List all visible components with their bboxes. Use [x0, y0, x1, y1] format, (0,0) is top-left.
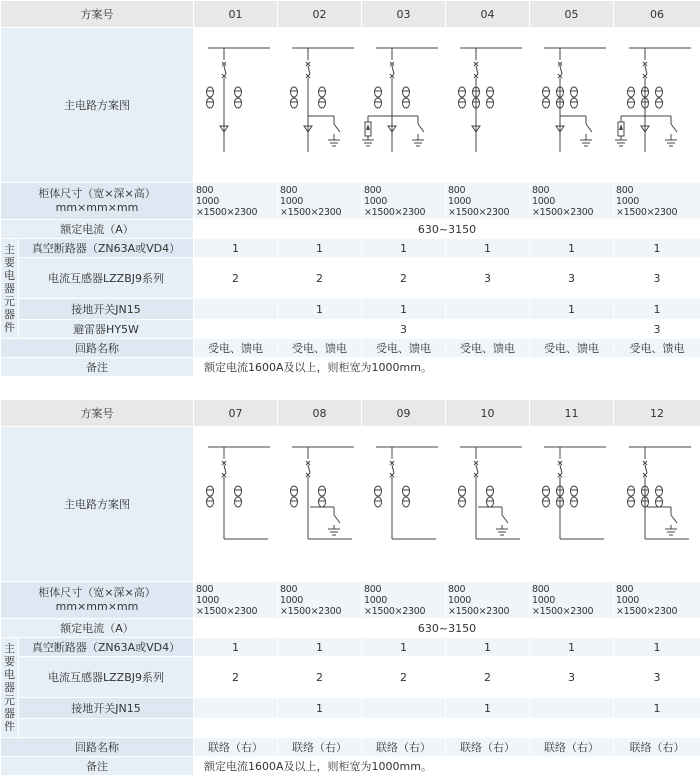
dimensions-label-line2: mm×mm×mm	[1, 201, 193, 215]
depth-height: ×1500×2300	[532, 606, 593, 617]
width-1000: 1000	[448, 595, 471, 606]
width-800: 800	[364, 185, 381, 196]
width-1000: 1000	[364, 595, 387, 606]
component-qty: 1	[278, 698, 362, 719]
dimensions-value	[446, 582, 530, 619]
circuit-diagram	[278, 439, 362, 569]
width-800: 800	[448, 185, 465, 196]
dimensions-value	[194, 582, 278, 619]
circuit-diagram	[446, 439, 530, 569]
group-label-char: 主	[1, 243, 18, 256]
group-label-char: 器	[1, 707, 18, 720]
depth-height: ×1500×2300	[448, 606, 509, 617]
dimensions-value	[362, 582, 446, 619]
dimensions-value	[614, 582, 700, 619]
rated-current-label: 额定电流（A）	[1, 220, 194, 239]
width-1000: 1000	[196, 196, 219, 207]
component-qty	[530, 719, 614, 738]
scheme-number: 03	[362, 1, 446, 28]
component-qty: 2	[446, 657, 530, 698]
component-name: 接地开关JN15	[19, 299, 194, 320]
component-qty	[530, 320, 614, 339]
circuit-diagram	[530, 40, 614, 170]
dimensions-label-line1: 柜体尺寸（宽×深×高）	[1, 586, 193, 600]
scheme-number: 11	[530, 400, 614, 427]
width-1000: 1000	[280, 595, 303, 606]
note-label: 备注	[1, 358, 194, 377]
component-qty: 2	[362, 657, 446, 698]
dimensions-value	[278, 582, 362, 619]
component-qty: 1	[530, 638, 614, 657]
component-qty: 2	[362, 258, 446, 299]
circuit-name-row	[1, 339, 700, 358]
component-qty: 1	[530, 239, 614, 258]
scheme-number: 04	[446, 1, 530, 28]
circuit-diagram-cell	[446, 28, 530, 183]
width-800: 800	[532, 185, 549, 196]
circuit-name-value: 受电、馈电	[362, 339, 446, 358]
circuit-name-value: 受电、馈电	[278, 339, 362, 358]
circuit-name-row	[1, 738, 700, 757]
width-1000: 1000	[196, 595, 219, 606]
group-label-char: 电	[1, 269, 18, 282]
depth-height: ×1500×2300	[532, 207, 593, 218]
component-row	[1, 638, 700, 657]
component-qty	[278, 719, 362, 738]
scheme-number: 09	[362, 400, 446, 427]
component-qty	[194, 719, 278, 738]
scheme-number: 07	[194, 400, 278, 427]
note-row	[1, 358, 700, 377]
circuit-name-value: 联络（右）	[614, 738, 700, 757]
width-1000: 1000	[532, 196, 555, 207]
component-row	[1, 258, 700, 299]
width-800: 800	[196, 185, 213, 196]
component-qty	[446, 299, 530, 320]
diagram-label: 主电路方案图	[1, 427, 194, 582]
circuit-diagram-cell	[278, 28, 362, 183]
circuit-diagram-cell	[614, 427, 700, 582]
circuit-name-value: 受电、馈电	[614, 339, 700, 358]
circuit-name-value: 联络（右）	[530, 738, 614, 757]
depth-height: ×1500×2300	[364, 207, 425, 218]
scheme-number: 10	[446, 400, 530, 427]
circuit-diagram	[194, 40, 278, 170]
group-label-char: 主	[1, 642, 18, 655]
component-qty	[194, 299, 278, 320]
component-row	[1, 719, 700, 738]
width-800: 800	[448, 584, 465, 595]
component-qty: 1	[614, 638, 700, 657]
width-800: 800	[616, 584, 633, 595]
component-qty: 1	[278, 239, 362, 258]
component-qty: 1	[278, 638, 362, 657]
scheme-header-row	[1, 400, 700, 427]
note-row	[1, 757, 700, 776]
group-label-char: 元	[1, 295, 18, 308]
component-row	[1, 698, 700, 719]
group-label-char: 元	[1, 694, 18, 707]
component-qty: 1	[446, 239, 530, 258]
component-qty: 2	[194, 258, 278, 299]
scheme-table	[0, 399, 700, 776]
depth-height: ×1500×2300	[196, 207, 257, 218]
circuit-name-value: 联络（右）	[194, 738, 278, 757]
scheme-table	[0, 0, 700, 377]
circuit-diagram-cell	[194, 28, 278, 183]
component-qty: 3	[614, 258, 700, 299]
component-qty: 1	[614, 299, 700, 320]
scheme-header-row	[1, 1, 700, 28]
dimensions-value	[194, 183, 278, 220]
component-qty: 1	[362, 638, 446, 657]
component-qty	[446, 719, 530, 738]
component-qty: 3	[614, 320, 700, 339]
component-row	[1, 657, 700, 698]
scheme-number: 02	[278, 1, 362, 28]
group-label-char: 要	[1, 256, 18, 269]
circuit-name-value: 联络（右）	[362, 738, 446, 757]
component-qty: 1	[362, 299, 446, 320]
component-qty: 1	[446, 638, 530, 657]
dimensions-value	[446, 183, 530, 220]
width-1000: 1000	[532, 595, 555, 606]
component-qty: 1	[530, 299, 614, 320]
depth-height: ×1500×2300	[280, 606, 341, 617]
circuit-diagram-cell	[530, 427, 614, 582]
dimensions-label	[1, 183, 194, 220]
rated-current-row	[1, 619, 700, 638]
component-qty: 3	[446, 258, 530, 299]
component-qty	[278, 320, 362, 339]
circuit-name-label: 回路名称	[1, 339, 194, 358]
group-label-char: 器	[1, 681, 18, 694]
component-name: 真空断路器（ZN63A或VD4）	[19, 638, 194, 657]
component-qty: 3	[614, 657, 700, 698]
component-name: 真空断路器（ZN63A或VD4）	[19, 239, 194, 258]
scheme-number-label: 方案号	[1, 1, 194, 28]
component-qty: 3	[530, 258, 614, 299]
group-label-char: 器	[1, 308, 18, 321]
diagram-row	[1, 427, 700, 582]
group-label-char: 器	[1, 282, 18, 295]
circuit-diagram-cell	[614, 28, 700, 183]
scheme-number-label: 方案号	[1, 400, 194, 427]
circuit-diagram-cell	[446, 427, 530, 582]
component-qty	[194, 698, 278, 719]
component-qty: 3	[362, 320, 446, 339]
circuit-diagram	[278, 40, 362, 170]
diagram-row	[1, 28, 700, 183]
width-800: 800	[616, 185, 633, 196]
dimensions-value	[614, 183, 700, 220]
dimensions-value	[530, 582, 614, 619]
component-name: 电流互感器LZZBJ9系列	[19, 258, 194, 299]
component-qty	[530, 698, 614, 719]
main-components-group-label	[1, 638, 19, 738]
group-label-char: 件	[1, 321, 18, 334]
component-qty: 2	[194, 657, 278, 698]
dimensions-label-line2: mm×mm×mm	[1, 600, 193, 614]
rated-current-row	[1, 220, 700, 239]
scheme-number: 08	[278, 400, 362, 427]
component-name	[19, 719, 194, 738]
circuit-diagram-cell	[362, 427, 446, 582]
scheme-number: 12	[614, 400, 700, 427]
circuit-name-value: 联络（右）	[446, 738, 530, 757]
component-qty: 1	[278, 299, 362, 320]
circuit-diagram-cell	[194, 427, 278, 582]
group-label-char: 件	[1, 720, 18, 733]
scheme-number: 06	[614, 1, 700, 28]
circuit-name-value: 联络（右）	[278, 738, 362, 757]
dimensions-row	[1, 183, 700, 220]
depth-height: ×1500×2300	[364, 606, 425, 617]
width-800: 800	[196, 584, 213, 595]
scheme-number: 01	[194, 1, 278, 28]
depth-height: ×1500×2300	[616, 606, 677, 617]
circuit-diagram	[615, 40, 699, 170]
circuit-diagram	[362, 40, 446, 170]
rated-current-label: 额定电流（A）	[1, 619, 194, 638]
circuit-diagram	[530, 439, 614, 569]
component-qty: 1	[194, 638, 278, 657]
width-800: 800	[532, 584, 549, 595]
component-name: 接地开关JN15	[19, 698, 194, 719]
rated-current-value: 630~3150	[194, 220, 700, 239]
component-qty	[194, 320, 278, 339]
circuit-diagram	[362, 439, 446, 569]
circuit-name-value: 受电、馈电	[530, 339, 614, 358]
width-1000: 1000	[364, 196, 387, 207]
group-label-char: 要	[1, 655, 18, 668]
width-1000: 1000	[448, 196, 471, 207]
component-row	[1, 299, 700, 320]
dimensions-row	[1, 582, 700, 619]
component-qty: 2	[278, 258, 362, 299]
width-1000: 1000	[616, 196, 639, 207]
circuit-diagram	[446, 40, 530, 170]
dimensions-label-line1: 柜体尺寸（宽×深×高）	[1, 187, 193, 201]
circuit-diagram	[615, 439, 699, 569]
component-qty	[446, 320, 530, 339]
circuit-name-value: 受电、馈电	[446, 339, 530, 358]
component-qty: 1	[446, 698, 530, 719]
component-qty: 1	[614, 239, 700, 258]
note-value: 额定电流1600A及以上，则柜宽为1000mm。	[194, 757, 700, 776]
depth-height: ×1500×2300	[448, 207, 509, 218]
width-800: 800	[364, 584, 381, 595]
dimensions-value	[278, 183, 362, 220]
diagram-label: 主电路方案图	[1, 28, 194, 183]
component-qty	[614, 719, 700, 738]
circuit-diagram-cell	[278, 427, 362, 582]
width-800: 800	[280, 185, 297, 196]
circuit-diagram-cell	[530, 28, 614, 183]
table-gap	[0, 377, 700, 399]
component-name: 电流互感器LZZBJ9系列	[19, 657, 194, 698]
component-name: 避雷器HY5W	[19, 320, 194, 339]
width-1000: 1000	[616, 595, 639, 606]
note-value: 额定电流1600A及以上，则柜宽为1000mm。	[194, 358, 700, 377]
dimensions-value	[530, 183, 614, 220]
component-qty	[362, 698, 446, 719]
group-label-char: 电	[1, 668, 18, 681]
main-components-group-label	[1, 239, 19, 339]
component-qty: 1	[614, 698, 700, 719]
width-1000: 1000	[280, 196, 303, 207]
circuit-name-label: 回路名称	[1, 738, 194, 757]
component-qty: 2	[278, 657, 362, 698]
depth-height: ×1500×2300	[280, 207, 341, 218]
dimensions-value	[362, 183, 446, 220]
component-qty	[362, 719, 446, 738]
component-row	[1, 239, 700, 258]
depth-height: ×1500×2300	[616, 207, 677, 218]
component-qty: 1	[194, 239, 278, 258]
component-row	[1, 320, 700, 339]
rated-current-value: 630~3150	[194, 619, 700, 638]
depth-height: ×1500×2300	[196, 606, 257, 617]
scheme-number: 05	[530, 1, 614, 28]
component-qty: 1	[362, 239, 446, 258]
note-label: 备注	[1, 757, 194, 776]
circuit-diagram-cell	[362, 28, 446, 183]
circuit-name-value: 受电、馈电	[194, 339, 278, 358]
circuit-diagram	[194, 439, 278, 569]
component-qty: 3	[530, 657, 614, 698]
width-800: 800	[280, 584, 297, 595]
dimensions-label	[1, 582, 194, 619]
